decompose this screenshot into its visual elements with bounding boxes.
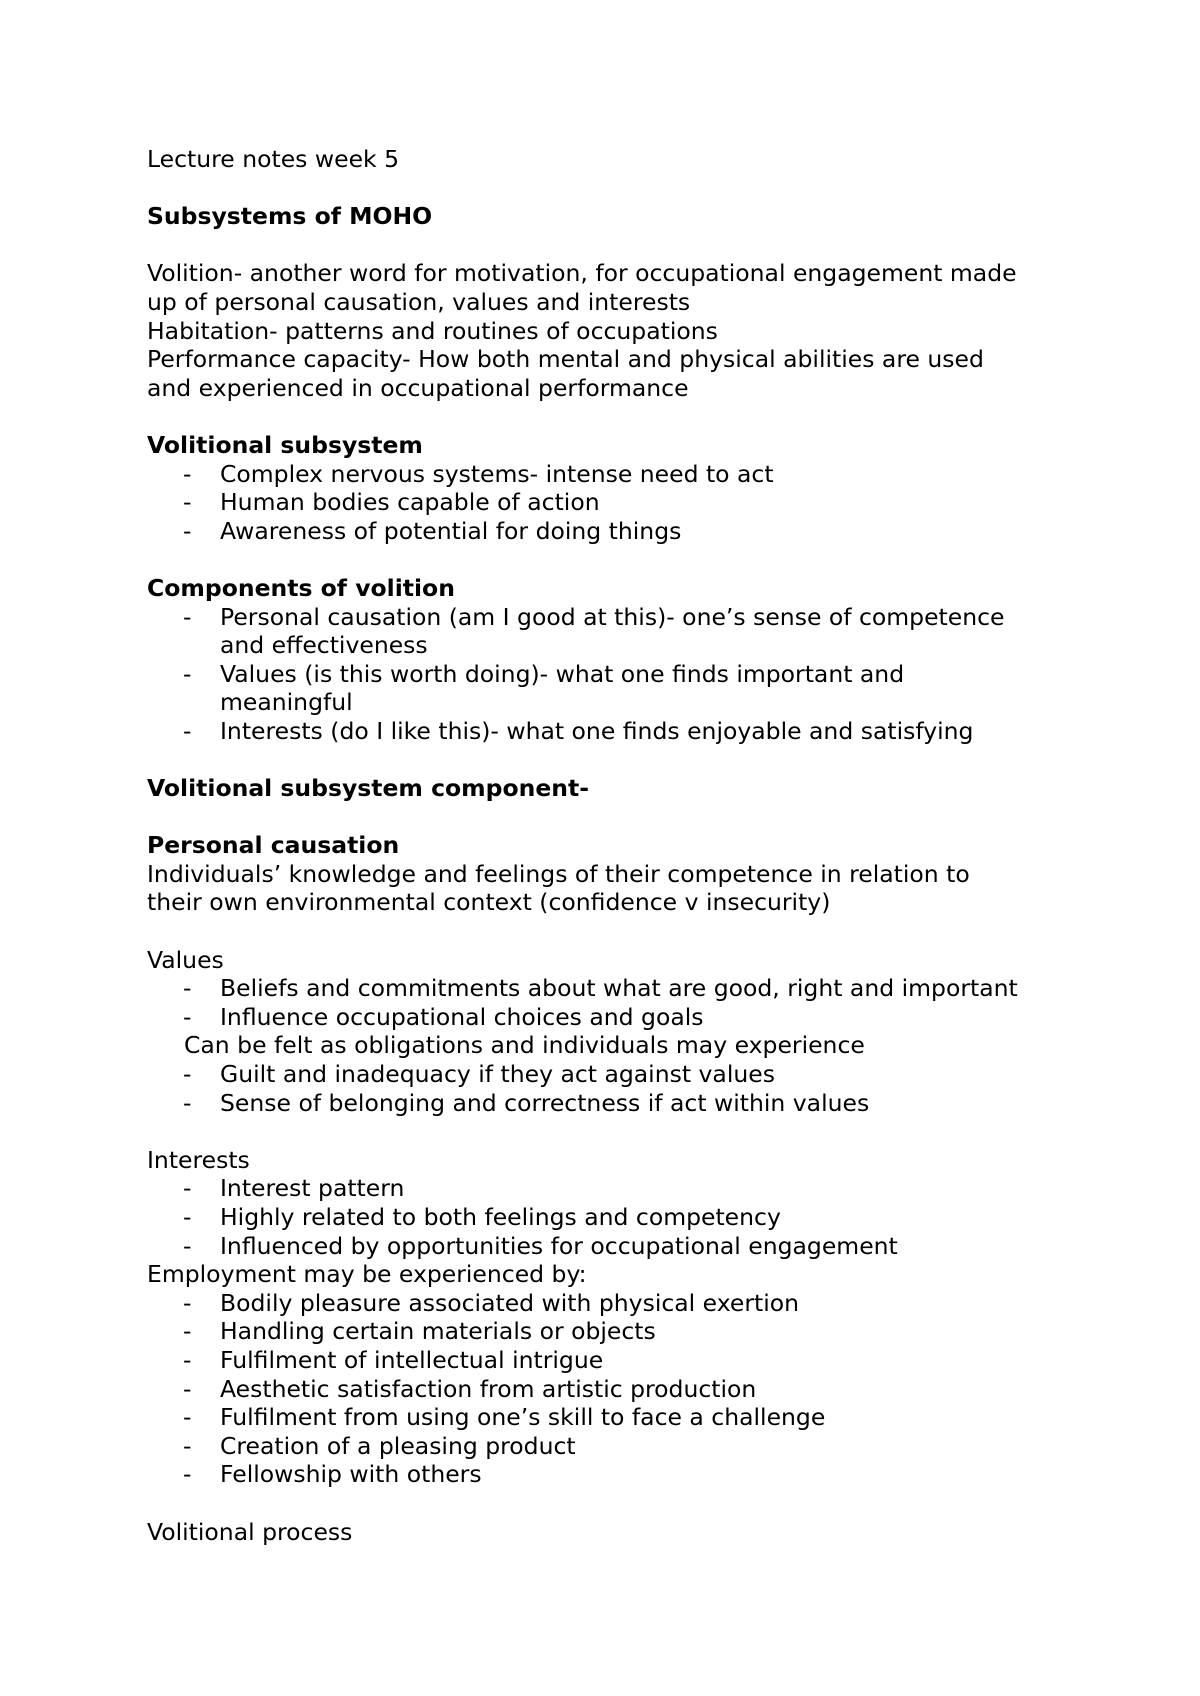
list-item-text: Creation of a pleasing product (220, 1431, 576, 1460)
paragraph-line: their own environmental context (confidence v insecurity) (147, 888, 831, 917)
list-item (147, 1089, 1077, 1118)
list-item-text: Influence occupational choices and goals (220, 1002, 704, 1031)
list-item-text: Handling certain materials or objects (220, 1317, 656, 1346)
paragraph-line: Habitation- patterns and routines of occupations (147, 316, 718, 345)
bullet-dash: - (183, 716, 192, 745)
list-item-text: Guilt and inadequacy if they act against values (220, 1060, 775, 1088)
component-heading: Volitional subsystem component- (147, 774, 590, 803)
bullet-dash: - (183, 1374, 192, 1403)
volitional-subsystem-heading: Volitional subsystem (147, 430, 423, 459)
personal-causation-heading: Personal causation (147, 831, 400, 860)
list-item (147, 974, 1077, 1003)
bullet-dash: - (183, 516, 192, 545)
bullet-dash: - (183, 1088, 192, 1117)
components-heading: Components of volition (147, 573, 455, 602)
bullet-dash: - (183, 1002, 192, 1031)
list-item (147, 1060, 1077, 1089)
document-title: Lecture notes week 5 (147, 145, 400, 173)
list-item-text: Highly related to both feelings and competency (220, 1202, 781, 1231)
bullet-dash: - (183, 1460, 192, 1489)
bullet-dash: - (183, 1317, 192, 1346)
list-item (147, 460, 1077, 489)
paragraph-line: Individuals’ knowledge and feelings of their competence in relation to (147, 859, 970, 888)
bullet-dash: - (183, 488, 192, 517)
employment-label: Employment may be experienced by: (147, 1260, 587, 1289)
subsystems-heading: Subsystems of MOHO (147, 202, 433, 231)
list-item (147, 1317, 1077, 1346)
list-item-text: Beliefs and commitments about what are good, right and important (220, 974, 1018, 1003)
bullet-dash: - (183, 1202, 192, 1231)
values-heading: Values (147, 945, 224, 974)
interests-heading: Interests (147, 1145, 250, 1174)
list-item (147, 1403, 1077, 1432)
list-item (147, 1346, 1077, 1375)
list-item (147, 1174, 1077, 1203)
list-item-text: Values (is this worth doing)- what one finds important and (220, 659, 905, 688)
list-item (147, 517, 1077, 546)
bullet-dash: - (183, 459, 192, 488)
bullet-dash: - (183, 1431, 192, 1460)
bullet-dash: - (183, 1288, 192, 1317)
list-item (147, 660, 1077, 689)
bullet-dash: - (183, 1174, 192, 1203)
values-note: Can be felt as obligations and individuals may experience (184, 1031, 865, 1060)
list-item-text: Fellowship with others (220, 1460, 482, 1489)
bullet-dash: - (183, 1345, 192, 1374)
paragraph-line: Volition- another word for motivation, for occupational engagement made (147, 259, 1017, 288)
list-item (147, 488, 1077, 517)
list-item-text: Personal causation (am I good at this)- one’s sense of competence (220, 602, 1005, 631)
volitional-process-heading: Volitional process (147, 1517, 353, 1546)
list-item-text: Interest pattern (220, 1174, 405, 1203)
list-item (147, 1375, 1077, 1404)
list-item (147, 1432, 1077, 1461)
bullet-dash: - (183, 659, 192, 688)
list-item (147, 1232, 1077, 1261)
list-item-text: Aesthetic satisfaction from artistic production (220, 1374, 757, 1403)
paragraph-line: Performance capacity- How both mental and physical abilities are used (147, 345, 984, 374)
list-item-text: Influenced by opportunities for occupational engagement (220, 1231, 898, 1260)
list-item-text: Awareness of potential for doing things (220, 516, 682, 545)
list-item (147, 717, 1077, 746)
paragraph-line: up of personal causation, values and interests (147, 287, 691, 316)
bullet-dash: - (183, 974, 192, 1003)
list-item-continuation: meaningful (220, 688, 353, 717)
list-item-text: Fulfilment from using one’s skill to face a challenge (220, 1403, 826, 1432)
list-item-continuation: and effectiveness (220, 631, 428, 660)
bullet-dash: - (183, 1231, 192, 1260)
list-item (147, 1289, 1077, 1318)
list-item (147, 1003, 1077, 1032)
bullet-dash: - (183, 1403, 192, 1432)
document-body (147, 145, 1077, 1546)
paragraph-line: and experienced in occupational performance (147, 373, 689, 402)
bullet-dash: - (183, 602, 192, 631)
list-item-text: Bodily pleasure associated with physical exertion (220, 1288, 800, 1317)
list-item (147, 1460, 1077, 1489)
list-item (147, 1203, 1077, 1232)
list-item-text: Complex nervous systems- intense need to act (220, 459, 774, 488)
bullet-dash: - (183, 1060, 192, 1088)
list-item-text: Interests (do I like this)- what one finds enjoyable and satisfying (220, 716, 974, 745)
list-item (147, 603, 1077, 632)
list-item-text: Human bodies capable of action (220, 488, 600, 517)
list-item-text: Fulfilment of intellectual intrigue (220, 1345, 604, 1374)
list-item-text: Sense of belonging and correctness if act within values (220, 1088, 870, 1117)
